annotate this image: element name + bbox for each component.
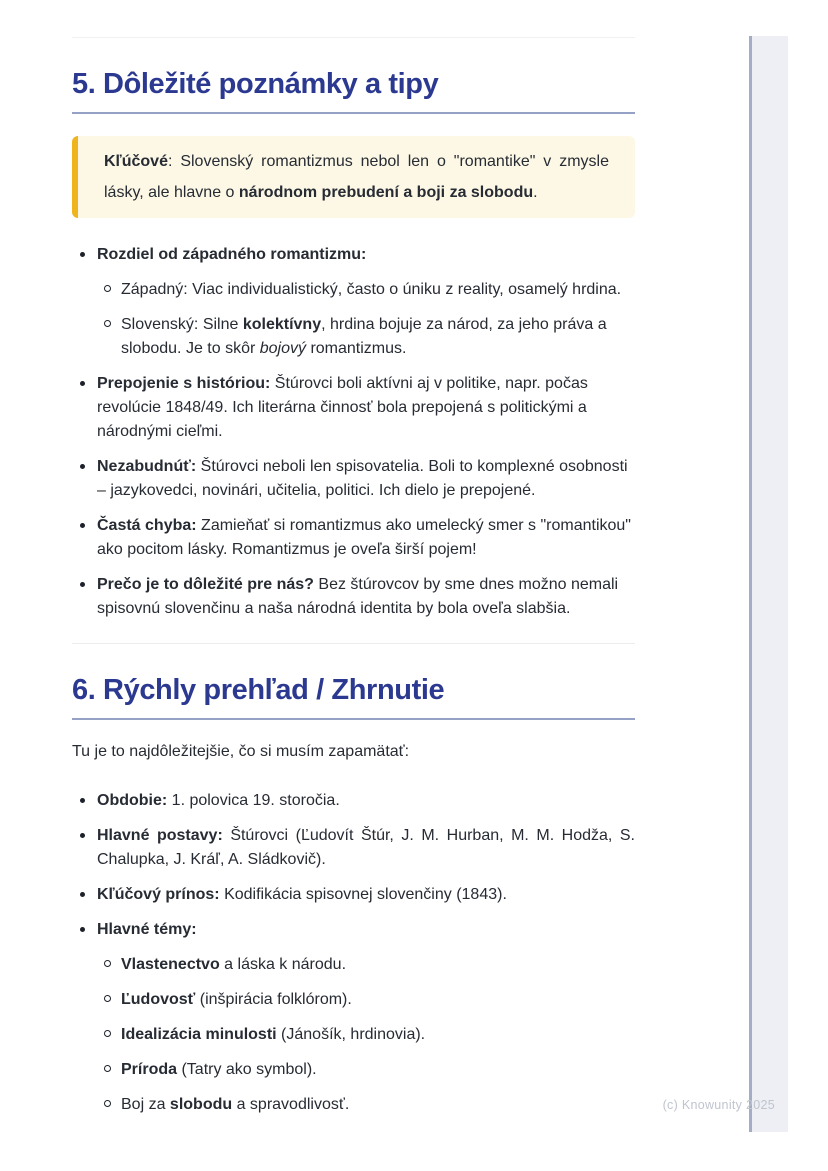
summary-list xyxy=(72,789,635,1117)
text-run: Západný: Viac individualistický, často o úniku z reality, osamelý hrdina. xyxy=(121,281,622,298)
bold-text: Obdobie: xyxy=(97,792,168,809)
text-run: , hrdina bojuje za národ, za jeho práva a slobodu. Je to skôr xyxy=(121,316,607,357)
list-item xyxy=(72,573,635,621)
text-run: Bez štúrovcov by sme dnes možno nemali spisovnú slovenčinu a naša národná identita by bola oveľa slabšia. xyxy=(97,576,619,617)
footer-copyright: (c) Knowunity 2025 xyxy=(662,1098,775,1112)
side-panel xyxy=(752,36,788,1132)
bold-text: kolektívny xyxy=(242,316,322,333)
text-run: 1. polovica 19. storočia. xyxy=(167,792,340,809)
list-item xyxy=(72,455,635,503)
sublist-item xyxy=(97,1058,635,1082)
list-item xyxy=(72,372,635,444)
section-title-underline xyxy=(72,112,635,114)
section-title-underline xyxy=(72,718,635,720)
sublist xyxy=(97,953,635,1117)
sublist-item xyxy=(97,313,635,361)
bold-text: Rozdiel od západného romantizmu: xyxy=(97,246,367,263)
list-item xyxy=(72,918,635,1117)
text-run: (Jánošík, hrdinovia). xyxy=(276,1026,426,1043)
list-item xyxy=(72,824,635,872)
top-divider xyxy=(72,37,635,38)
text-run: (inšpirácia folklórom). xyxy=(195,991,352,1008)
sublist-item xyxy=(97,1093,635,1117)
bold-text: národnom prebudení a boji za slobodu xyxy=(238,184,534,201)
italic-text: bojový xyxy=(259,340,306,357)
text-run: : Slovenský romantizmus nebol len o "romantike" v zmysle lásky, ale hlavne o xyxy=(104,153,609,201)
list-item xyxy=(72,514,635,562)
sublist-item xyxy=(97,1023,635,1047)
bold-text: Kľúčové xyxy=(104,153,168,170)
list-item xyxy=(72,789,635,813)
bold-text: Príroda xyxy=(121,1061,178,1078)
text-run: Štúrovci neboli len spisovatelia. Boli to komplexné osobnosti – jazykovedci, novinári, učitelia, politici. Ich dielo je prepojené. xyxy=(97,458,628,499)
key-callout-text xyxy=(104,146,609,208)
text-run: Štúrovci boli aktívni aj v politike, napr. počas revolúcie 1848/49. Ich literárna činnosť bola prepojená s politickými a národnými cieľmi. xyxy=(97,375,588,440)
bold-text: Nezabudnúť: xyxy=(97,458,197,475)
sublist-item xyxy=(97,953,635,977)
list-item xyxy=(72,883,635,907)
bold-text: slobodu xyxy=(169,1096,233,1113)
text-run: Boj za xyxy=(121,1096,170,1113)
document-content xyxy=(72,0,635,1128)
section-title: 5. Dôležité poznámky a tipy xyxy=(72,68,439,100)
text-run: Kodifikácia spisovnej slovenčiny (1843). xyxy=(219,886,507,903)
bold-text: Hlavné postavy: xyxy=(97,827,223,844)
text-run: (Tatry ako symbol). xyxy=(177,1061,317,1078)
text-run: Zamieňať si romantizmus ako umelecký smer s "romantikou" ako pocitom lásky. Romantizmus je oveľa širší pojem! xyxy=(97,517,631,558)
text-run: Slovenský: Silne xyxy=(121,316,243,333)
section-notes-and-tips xyxy=(72,66,635,621)
bold-text: Prečo je to dôležité pre nás? xyxy=(97,576,314,593)
notes-list xyxy=(72,243,635,621)
text-run: . xyxy=(533,184,538,201)
text-run: a spravodlivosť. xyxy=(232,1096,350,1113)
bold-text: Vlastenectvo xyxy=(121,956,220,973)
section-title: 6. Rýchly prehľad / Zhrnutie xyxy=(72,674,445,706)
bold-text: Častá chyba: xyxy=(97,517,197,534)
summary-intro: Tu je to najdôležitejšie, čo si musím zapamätať: xyxy=(72,743,410,760)
bold-text: Kľúčový prínos: xyxy=(97,886,220,903)
key-callout xyxy=(72,136,635,218)
section-summary xyxy=(72,672,635,1117)
text-run: romantizmus. xyxy=(306,340,407,357)
sublist-item xyxy=(97,278,635,302)
bold-text: Ľudovosť xyxy=(121,991,196,1008)
text-run: a láska k národu. xyxy=(219,956,347,973)
text-run: Štúrovci (Ľudovít Štúr, J. M. Hurban, M. M. Hodža, S. Chalupka, J. Kráľ, A. Sládkovič). xyxy=(97,827,636,868)
section-divider xyxy=(72,643,635,644)
sublist xyxy=(97,278,635,361)
list-item xyxy=(72,243,635,361)
bold-text: Idealizácia minulosti xyxy=(121,1026,277,1043)
bold-text: Prepojenie s históriou: xyxy=(97,375,271,392)
pane-divider[interactable] xyxy=(749,36,752,1132)
bold-text: Hlavné témy: xyxy=(97,921,197,938)
sublist-item xyxy=(97,988,635,1012)
